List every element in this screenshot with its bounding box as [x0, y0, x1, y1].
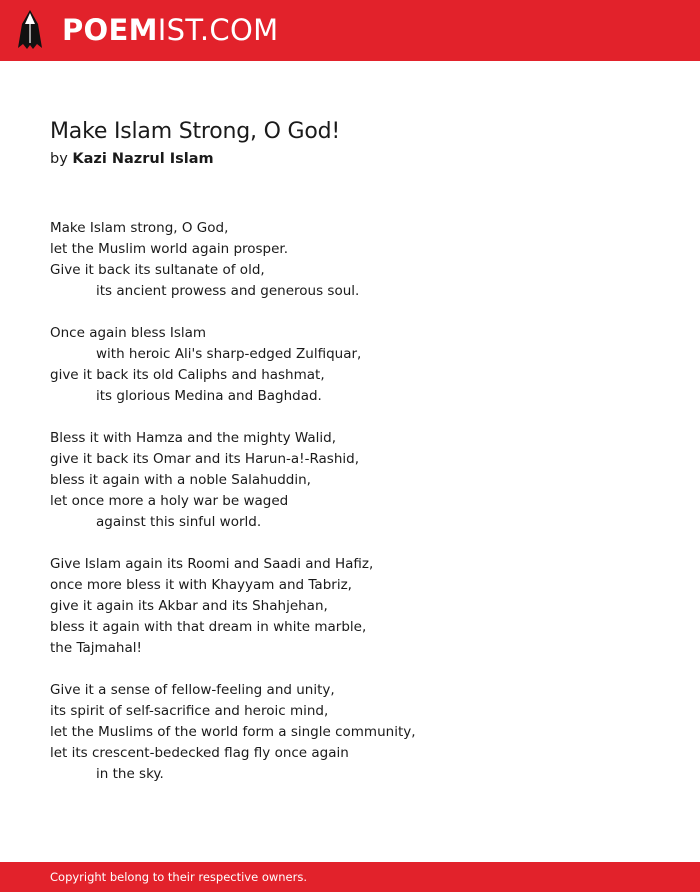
poem-line: Give it a sense of fellow-feeling and unity,: [50, 682, 335, 698]
site-header: [0, 0, 700, 61]
pencil-tip-icon[interactable]: [18, 10, 42, 51]
poem-line: Once again bless Islam: [50, 325, 207, 341]
copyright-text: Copyright belong to their respective owners.: [50, 870, 308, 884]
poem-line: its spirit of self-sacrifice and heroic mind,: [50, 703, 329, 719]
poem-line: with heroic Ali's sharp-edged Zulfiquar,: [96, 346, 362, 362]
poem-line: bless it again with that dream in white marble,: [50, 619, 367, 635]
poem-line: against this sinful world.: [96, 514, 262, 530]
poem-title: Make Islam Strong, O God!: [50, 119, 341, 144]
poem-line: Give it back its sultanate of old,: [50, 262, 265, 278]
poem-line: its ancient prowess and generous soul.: [96, 283, 360, 299]
poem-body: [50, 218, 670, 806]
site-logo[interactable]: [62, 13, 278, 47]
stanza: [50, 323, 670, 407]
by-label: by: [50, 151, 68, 167]
poem-line: let once more a holy war be waged: [50, 493, 289, 509]
stanza: [50, 680, 670, 785]
poem-line: give it again its Akbar and its Shahjehan,: [50, 598, 328, 614]
stanza: [50, 218, 670, 302]
poem-line: give it back its old Caliphs and hashmat,: [50, 367, 325, 383]
poem-line: in the sky.: [96, 766, 164, 782]
logo-text-light: IST.COM: [157, 13, 279, 47]
stanza: [50, 428, 670, 533]
byline: [50, 148, 214, 170]
poem-line: bless it again with a noble Salahuddin,: [50, 472, 311, 488]
poem-line: let the Muslims of the world form a single community,: [50, 724, 416, 740]
poem-line: let its crescent-bedecked flag fly once again: [50, 745, 349, 761]
poem-line: give it back its Omar and its Harun-a!-Rashid,: [50, 451, 360, 467]
poem-line: let the Muslim world again prosper.: [50, 241, 289, 257]
stanza: [50, 554, 670, 659]
poem-line: its glorious Medina and Baghdad.: [96, 388, 322, 404]
poem-line: Bless it with Hamza and the mighty Walid,: [50, 430, 337, 446]
logo-text-bold: POEM: [62, 13, 158, 47]
author-name: Kazi Nazrul Islam: [72, 151, 214, 167]
poem-line: once more bless it with Khayyam and Tabriz,: [50, 577, 352, 593]
poem-line: Make Islam strong, O God,: [50, 220, 229, 236]
poem-line: the Tajmahal!: [50, 640, 142, 656]
poem-line: Give Islam again its Roomi and Saadi and Hafiz,: [50, 556, 374, 572]
site-footer: [0, 862, 700, 892]
